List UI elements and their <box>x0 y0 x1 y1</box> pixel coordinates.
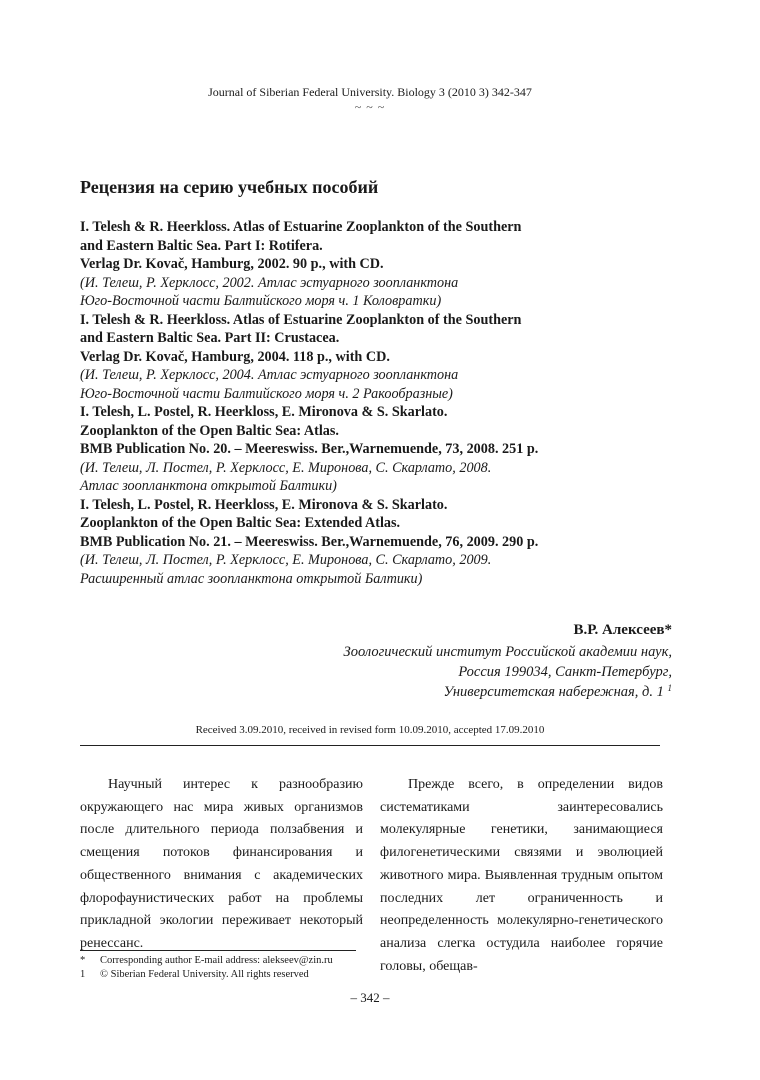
reference-translation-line: (И. Телеш, Р. Херклосс, 2004. Атлас эстуарного зоопланктона <box>80 367 459 383</box>
header-ornament: ~ ~ ~ <box>354 100 386 114</box>
body-column-right <box>380 774 663 978</box>
affiliation-line-1: Зоологический институт Российской академии наук, <box>343 644 672 660</box>
reference-translation-line: Юго-Восточной части Балтийского моря ч. 2 Ракообразные) <box>80 385 453 402</box>
reference-translation-line: (И. Телеш, Л. Постел, Р. Херклосс, Е. Миронова, С. Скарлато, 2008. <box>80 459 492 476</box>
page-number: – 342 – <box>350 990 390 1005</box>
reference-line: I. Telesh, L. Postel, R. Heerkloss, E. Mironova & S. Skarlato. <box>80 496 448 513</box>
reference-line: and Eastern Baltic Sea. Part I: Rotifera. <box>80 237 323 254</box>
footnote-mark: 1 <box>80 968 86 980</box>
reference-line: BMB Publication No. 21. – Meereswiss. Ber.,Warnemuende, 76, 2009. 290 p. <box>80 533 539 550</box>
footnote <box>80 954 400 968</box>
reference-translation-line: (И. Телеш, Л. Постел, Р. Херклосс, Е. Миронова, С. Скарлато, 2009. <box>80 552 492 568</box>
affiliation-line-3-text: Университетская набережная, д. 1 <box>443 684 664 700</box>
body-column-left <box>80 774 363 956</box>
footnote <box>80 968 400 982</box>
reference-translation-line: (И. Телеш, Р. Херклосс, 2002. Атлас эстуарного зоопланктона <box>80 274 459 291</box>
reference-line: and Eastern Baltic Sea. Part II: Crustacea. <box>80 330 340 346</box>
affiliation-line-2: Россия 199034, Санкт-Петербург, <box>458 664 672 680</box>
reference-line: I. Telesh & R. Heerkloss. Atlas of Estuarine Zooplankton of the Southern <box>80 219 522 235</box>
author-block <box>172 620 672 702</box>
reference-line: Zooplankton of the Open Baltic Sea: Extended Atlas. <box>80 515 401 531</box>
reviewed-works-list <box>80 218 670 588</box>
reference-line: Verlag Dr. Kovač, Hamburg, 2004. 118 p., with CD. <box>80 348 390 365</box>
received-dates: Received 3.09.2010, received in revised form 10.09.2010, accepted 17.09.2010 <box>195 724 545 736</box>
journal-header: Journal of Siberian Federal University. Biology 3 (2010 3) 342-347 <box>208 85 532 99</box>
affiliation-line-3 <box>172 682 672 702</box>
footnote-text: © Siberian Federal University. All rights reserved <box>100 968 309 980</box>
footnotes <box>80 954 400 981</box>
reference-line: I. Telesh, L. Postel, R. Heerkloss, E. Mironova & S. Skarlato. <box>80 404 448 420</box>
affiliation-footnote-mark: 1 <box>667 683 672 693</box>
reference-translation-line: Атлас зоопланктона открытой Балтики) <box>80 478 337 494</box>
reference-line: I. Telesh & R. Heerkloss. Atlas of Estuarine Zooplankton of the Southern <box>80 311 522 328</box>
paragraph: Научный интерес к разнообразию окружающего нас мира живых организмов после длительного периода ползабвения и смещения потоков финансирования и общественного внимания с академических флорофаунистических работ на проблемы прикладной экологии переживает некоторый ренессанс. <box>80 777 363 951</box>
reference-translation-line: Расширенный атлас зоопланктона открытой Балтики) <box>80 570 423 587</box>
paragraph: Прежде всего, в определении видов систематиками заинтересовались молекулярные генетики, занимающиеся филогенетическими связями и эволюцией животного мира. Выявленная трудным опытом последних лет ограниченность и неопределенность молекулярно-генетического анализа слегка остудила наиболее горячие головы, обещав- <box>380 777 663 974</box>
reference-line: BMB Publication No. 20. – Meereswiss. Ber.,Warnemuende, 73, 2008. 251 p. <box>80 441 539 457</box>
header-divider <box>80 745 660 746</box>
reference-translation-line: Юго-Восточной части Балтийского моря ч. 1 Коловратки) <box>80 293 442 309</box>
footnote-mark: * <box>80 955 86 966</box>
article-title: Рецензия на серию учебных пособий <box>80 177 379 197</box>
footnote-text: Corresponding author E-mail address: alekseev@zin.ru <box>100 955 333 966</box>
reference-line: Zooplankton of the Open Baltic Sea: Atlas. <box>80 422 339 439</box>
author-name: В.Р. Алексеев* <box>573 622 672 638</box>
reference-line: Verlag Dr. Kovač, Hamburg, 2002. 90 p., with CD. <box>80 256 384 272</box>
footnote-divider <box>80 950 356 951</box>
